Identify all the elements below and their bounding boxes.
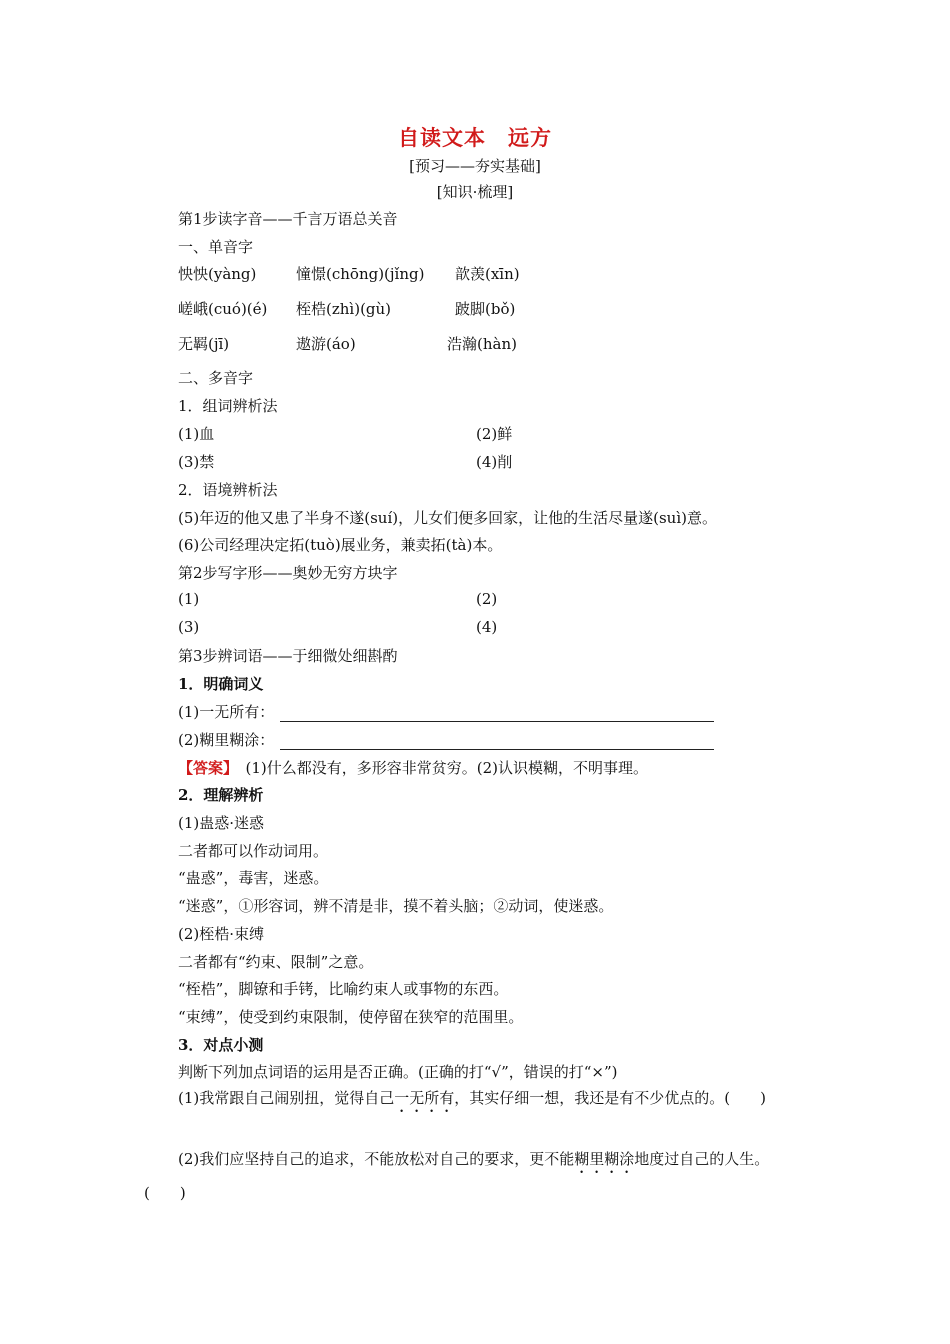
step2-item2: (2) xyxy=(476,590,498,608)
method2-item5: (5)年迈的他又患了半身不遂(suí)，儿女们便多回家，让他的生活尽量遂(suì)意。 xyxy=(178,509,717,527)
pinyin-r1c3: 歆羡(xīn) xyxy=(455,265,520,283)
word-meaning-item1: (1)一无所有： xyxy=(178,701,714,722)
section-label-preview: [预习——夯实基础] xyxy=(409,157,541,175)
answer-text: (1)什么都没有，多形容非常贫穷。(2)认识模糊，不明事理。 xyxy=(230,759,649,777)
word-meaning-heading: 1．明确词义 xyxy=(178,675,264,693)
pinyin-r2c1: 嵯峨(cuó)(é) xyxy=(178,300,268,318)
analysis-heading: 2．理解辨析 xyxy=(178,786,264,804)
method1-heading: 1．组词辨析法 xyxy=(178,397,278,415)
method1-item3: (3)禁 xyxy=(178,453,215,471)
analysis-pair2: (2)桎梏·束缚 xyxy=(178,925,265,943)
answer-blank-line xyxy=(280,735,714,750)
analysis-pair1-line2: “蛊惑”，毒害，迷惑。 xyxy=(178,869,329,887)
method2-item6: (6)公司经理决定拓(tuò)展业务，兼卖拓(tà)本。 xyxy=(178,536,503,554)
answer-tag: 【答案】 xyxy=(178,759,231,777)
analysis-pair1-line3: “迷惑”，①形容词，辨不清是非，摸不着头脑；②动词，使迷惑。 xyxy=(178,897,614,915)
pinyin-r3c2: 遨游(áo) xyxy=(296,335,356,353)
analysis-pair1: (1)蛊惑·迷惑 xyxy=(178,814,265,832)
answer-blank-line xyxy=(280,707,714,722)
quiz-heading: 3．对点小测 xyxy=(178,1036,264,1054)
pinyin-r2c3: 跛脚(bǒ) xyxy=(455,300,516,318)
analysis-pair2-line2: “桎梏”，脚镣和手铐，比喻约束人或事物的东西。 xyxy=(178,980,509,998)
step2-item1: (1) xyxy=(178,590,200,608)
answer-line xyxy=(178,757,648,778)
step1-heading: 第1步读字音——千言万语总关音 xyxy=(178,210,398,228)
step2-heading: 第2步写字形——奥妙无穷方块字 xyxy=(178,564,398,582)
sec2-heading: 二、多音字 xyxy=(178,369,254,387)
pinyin-r3c3: 浩瀚(hàn) xyxy=(447,335,517,353)
method1-item2: (2)鲜 xyxy=(476,425,513,443)
method1-item4: (4)削 xyxy=(476,453,513,471)
step2-item3: (3) xyxy=(178,618,200,636)
method2-heading: 2．语境辨析法 xyxy=(178,481,278,499)
dotted-phrase: 一无所有 xyxy=(394,1089,455,1107)
analysis-pair1-line1: 二者都可以作动词用。 xyxy=(178,842,329,860)
pinyin-r3c1: 无羁(jī) xyxy=(178,335,230,353)
page-title: 自读文本 远方 xyxy=(398,126,552,150)
pinyin-r1c1: 怏怏(yàng) xyxy=(178,265,257,283)
analysis-pair2-line1: 二者都有“约束、限制”之意。 xyxy=(178,953,374,971)
method1-item1: (1)血 xyxy=(178,425,215,443)
pinyin-r1c2: 憧憬(chōng)(jǐng) xyxy=(296,265,425,283)
sec1-heading: 一、单音字 xyxy=(178,238,254,256)
pinyin-r2c2: 桎梏(zhì)(gù) xyxy=(296,300,392,318)
section-label-knowledge: [知识·梳理] xyxy=(436,183,514,201)
quiz-question-1: (1)我常跟自己闹别扭，觉得自己一无所有，其实仔细一想，我还是有不少优点的。( ) xyxy=(178,1089,766,1107)
step3-heading: 第3步辨词语——于细微处细斟酌 xyxy=(178,647,398,665)
quiz-question-2: (2)我们应坚持自己的追求，不能放松对自己的要求，更不能糊里糊涂地度过自己的人生。( ) xyxy=(144,1150,770,1202)
step2-item4: (4) xyxy=(476,618,498,636)
analysis-pair2-line3: “束缚”，使受到约束限制，使停留在狭窄的范围里。 xyxy=(178,1008,524,1026)
word-meaning-item2: (2)糊里糊涂： xyxy=(178,729,714,750)
dotted-phrase: 糊里糊涂 xyxy=(574,1150,635,1168)
quiz-instruction: 判断下列加点词语的运用是否正确。(正确的打“√”，错误的打“×”) xyxy=(178,1063,618,1081)
